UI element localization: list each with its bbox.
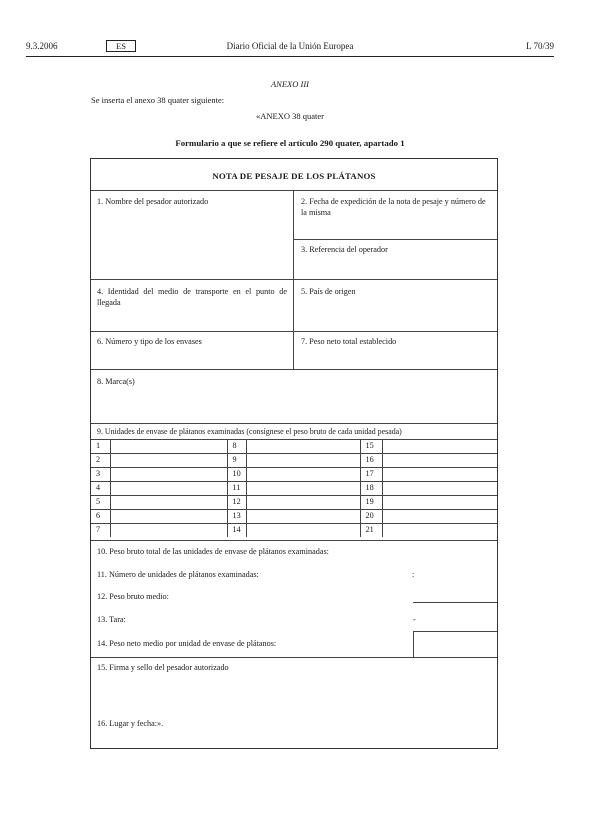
- unit-number: 13: [227, 509, 246, 523]
- unit-weight-cell[interactable]: [110, 439, 227, 453]
- field-13-mark: -: [413, 615, 416, 624]
- journal-title: Diario Oficial de la Unión Europea: [226, 41, 354, 51]
- form-heading: NOTA DE PESAJE DE LOS PLÁTANOS: [212, 171, 376, 181]
- answer-line: [413, 602, 497, 603]
- field-15-label: 15. Firma y sello del pesador autorizado: [97, 663, 229, 672]
- divider: [91, 331, 497, 332]
- unit-number: 11: [227, 481, 246, 495]
- field-7-label: 7. Peso neto total establecido: [301, 337, 397, 346]
- unit-number: 14: [227, 523, 246, 537]
- divider: [91, 279, 497, 280]
- divider: [91, 423, 497, 424]
- unit-weight-cell[interactable]: [382, 439, 497, 453]
- field-13-label: 13. Tara:: [97, 615, 126, 624]
- grid-row: [91, 523, 497, 537]
- grid-row: [91, 509, 497, 523]
- unit-number: 19: [360, 495, 382, 509]
- header-rule: [26, 56, 554, 57]
- unit-weight-cell[interactable]: [382, 481, 497, 495]
- annex-subtitle: «ANEXO 38 quater: [256, 111, 324, 121]
- divider: [91, 540, 497, 541]
- unit-weight-cell[interactable]: [246, 439, 360, 453]
- unit-weight-cell[interactable]: [110, 481, 227, 495]
- unit-weight-cell[interactable]: [382, 467, 497, 481]
- unit-weight-cell[interactable]: [110, 509, 227, 523]
- weighing-note-form: [90, 158, 498, 749]
- unit-number: 16: [360, 453, 382, 467]
- divider: [293, 239, 497, 240]
- unit-number: 18: [360, 481, 382, 495]
- answer-line: [413, 631, 497, 632]
- divider: [91, 657, 497, 658]
- unit-number: 15: [360, 439, 382, 453]
- unit-weight-cell[interactable]: [110, 467, 227, 481]
- page-number: L 70/39: [526, 41, 554, 51]
- unit-weight-cell[interactable]: [110, 495, 227, 509]
- publication-date: 9.3.2006: [26, 41, 58, 51]
- divider: [91, 190, 497, 191]
- column-divider: [293, 190, 294, 370]
- unit-number: 7: [91, 523, 110, 537]
- unit-number: 21: [360, 523, 382, 537]
- unit-number: 6: [91, 509, 110, 523]
- unit-weight-cell[interactable]: [246, 495, 360, 509]
- field-11-label: 11. Número de unidades de plátanos examinadas:: [97, 570, 259, 579]
- field-2-label: 2. Fecha de expedición de la nota de pesaje y número de la misma: [301, 197, 486, 217]
- field-3-label: 3. Referencia del operador: [301, 245, 388, 254]
- unit-weight-cell[interactable]: [246, 453, 360, 467]
- unit-number: 9: [227, 453, 246, 467]
- weights-grid: [91, 439, 497, 537]
- unit-weight-cell[interactable]: [246, 481, 360, 495]
- grid-row: [91, 453, 497, 467]
- unit-number: 3: [91, 467, 110, 481]
- unit-number: 20: [360, 509, 382, 523]
- grid-row: [91, 467, 497, 481]
- field-11-mark: :: [412, 570, 415, 579]
- field-4-label: 4. Identidad del medio de transporte en el punto de llegada: [97, 287, 287, 307]
- annex-title: ANEXO III: [270, 79, 309, 89]
- unit-weight-cell[interactable]: [382, 523, 497, 537]
- grid-row: [91, 481, 497, 495]
- field-16-label: 16. Lugar y fecha:».: [97, 719, 164, 728]
- grid-row: [91, 439, 497, 453]
- unit-weight-cell[interactable]: [110, 453, 227, 467]
- field-8-label: 8. Marca(s): [97, 377, 135, 386]
- unit-number: 1: [91, 439, 110, 453]
- page-header: [26, 41, 554, 55]
- form-caption: Formulario a que se refiere el artículo 290 quater, apartado 1: [175, 138, 405, 148]
- unit-number: 2: [91, 453, 110, 467]
- field-12-label: 12. Peso bruto medio:: [97, 592, 169, 601]
- intro-text: Se inserta el anexo 38 quater siguiente:: [91, 95, 225, 105]
- field-5-label: 5. País de origen: [301, 287, 356, 296]
- answer-box-divider: [413, 631, 414, 657]
- field-6-label: 6. Número y tipo de los envases: [97, 337, 202, 346]
- unit-number: 4: [91, 481, 110, 495]
- unit-weight-cell[interactable]: [110, 523, 227, 537]
- field-10-label: 10. Peso bruto total de las unidades de envase de plátanos examinadas:: [97, 547, 329, 556]
- divider: [91, 369, 497, 370]
- field-9-label: 9. Unidades de envase de plátanos examinadas (consígnese el peso bruto de cada unidad pesada): [97, 427, 402, 436]
- language-badge: ES: [106, 40, 136, 52]
- unit-number: 12: [227, 495, 246, 509]
- unit-weight-cell[interactable]: [246, 523, 360, 537]
- unit-number: 5: [91, 495, 110, 509]
- unit-number: 17: [360, 467, 382, 481]
- unit-weight-cell[interactable]: [382, 453, 497, 467]
- unit-weight-cell[interactable]: [382, 509, 497, 523]
- unit-weight-cell[interactable]: [246, 509, 360, 523]
- field-14-label: 14. Peso neto medio por unidad de envase de plátanos:: [97, 639, 277, 648]
- field-1-label: 1. Nombre del pesador autorizado: [97, 197, 209, 206]
- unit-number: 10: [227, 467, 246, 481]
- unit-weight-cell[interactable]: [246, 467, 360, 481]
- unit-weight-cell[interactable]: [382, 495, 497, 509]
- grid-row: [91, 495, 497, 509]
- unit-number: 8: [227, 439, 246, 453]
